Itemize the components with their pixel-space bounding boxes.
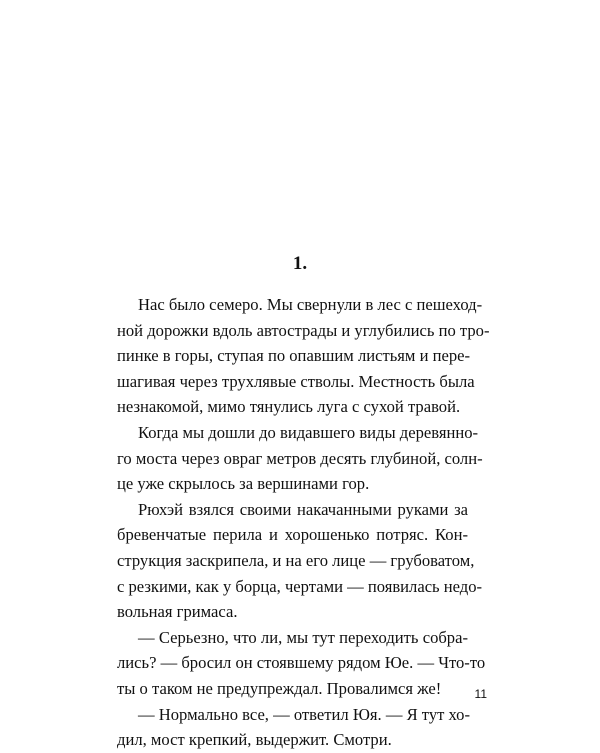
text-line: Когда мы дошли до видавшего виды деревянно- xyxy=(138,422,479,442)
paragraph-3 xyxy=(117,497,483,625)
text-line: шагивая через трухлявые стволы. Местность была xyxy=(117,371,475,391)
text-line: пинке в горы, ступая по опавшим листьям и пере- xyxy=(117,346,471,366)
page-number: 11 xyxy=(474,687,487,701)
text-line: Рюхэй взялся своими накачанными руками за xyxy=(138,499,468,519)
text-line: незнакомой, мимо тянулись луга с сухой травой. xyxy=(117,397,461,417)
text-line: Нас было семеро. Мы свернули в лес с пешеход- xyxy=(138,295,483,314)
text-line: вольная гримаса. xyxy=(117,602,238,622)
paragraph-5 xyxy=(117,702,471,753)
paragraph-2 xyxy=(117,420,483,497)
text-line: лись? — бросил он стоявшему рядом Юе. — Что-то xyxy=(117,653,486,673)
text-line: — Серьезно, что ли, мы тут переходить собра- xyxy=(138,627,468,647)
chapter-heading: 1. xyxy=(292,253,308,274)
text-line: це уже скрылось за вершинами гор. xyxy=(117,474,370,494)
text-line: с резкими, как у борца, чертами — появилась недо- xyxy=(117,576,483,596)
text-line: го моста через овраг метров десять глубиной, солн- xyxy=(117,448,483,468)
text-line: — Нормально все, — ответил Юя. — Я тут хо- xyxy=(138,704,471,724)
text-line: струкция заскрипела, и на его лице — грубоватом, xyxy=(117,550,475,570)
text-line: бревенчатые перила и хорошенько потряс. Кон- xyxy=(117,525,468,545)
paragraph-1 xyxy=(117,292,490,420)
text-line: дил, мост крепкий, выдержит. Смотри. xyxy=(117,730,392,750)
text-line: ной дорожки вдоль автострады и углубились по тро- xyxy=(117,320,490,340)
text-line: ты о таком не предупреждал. Провалимся же! xyxy=(117,678,442,698)
